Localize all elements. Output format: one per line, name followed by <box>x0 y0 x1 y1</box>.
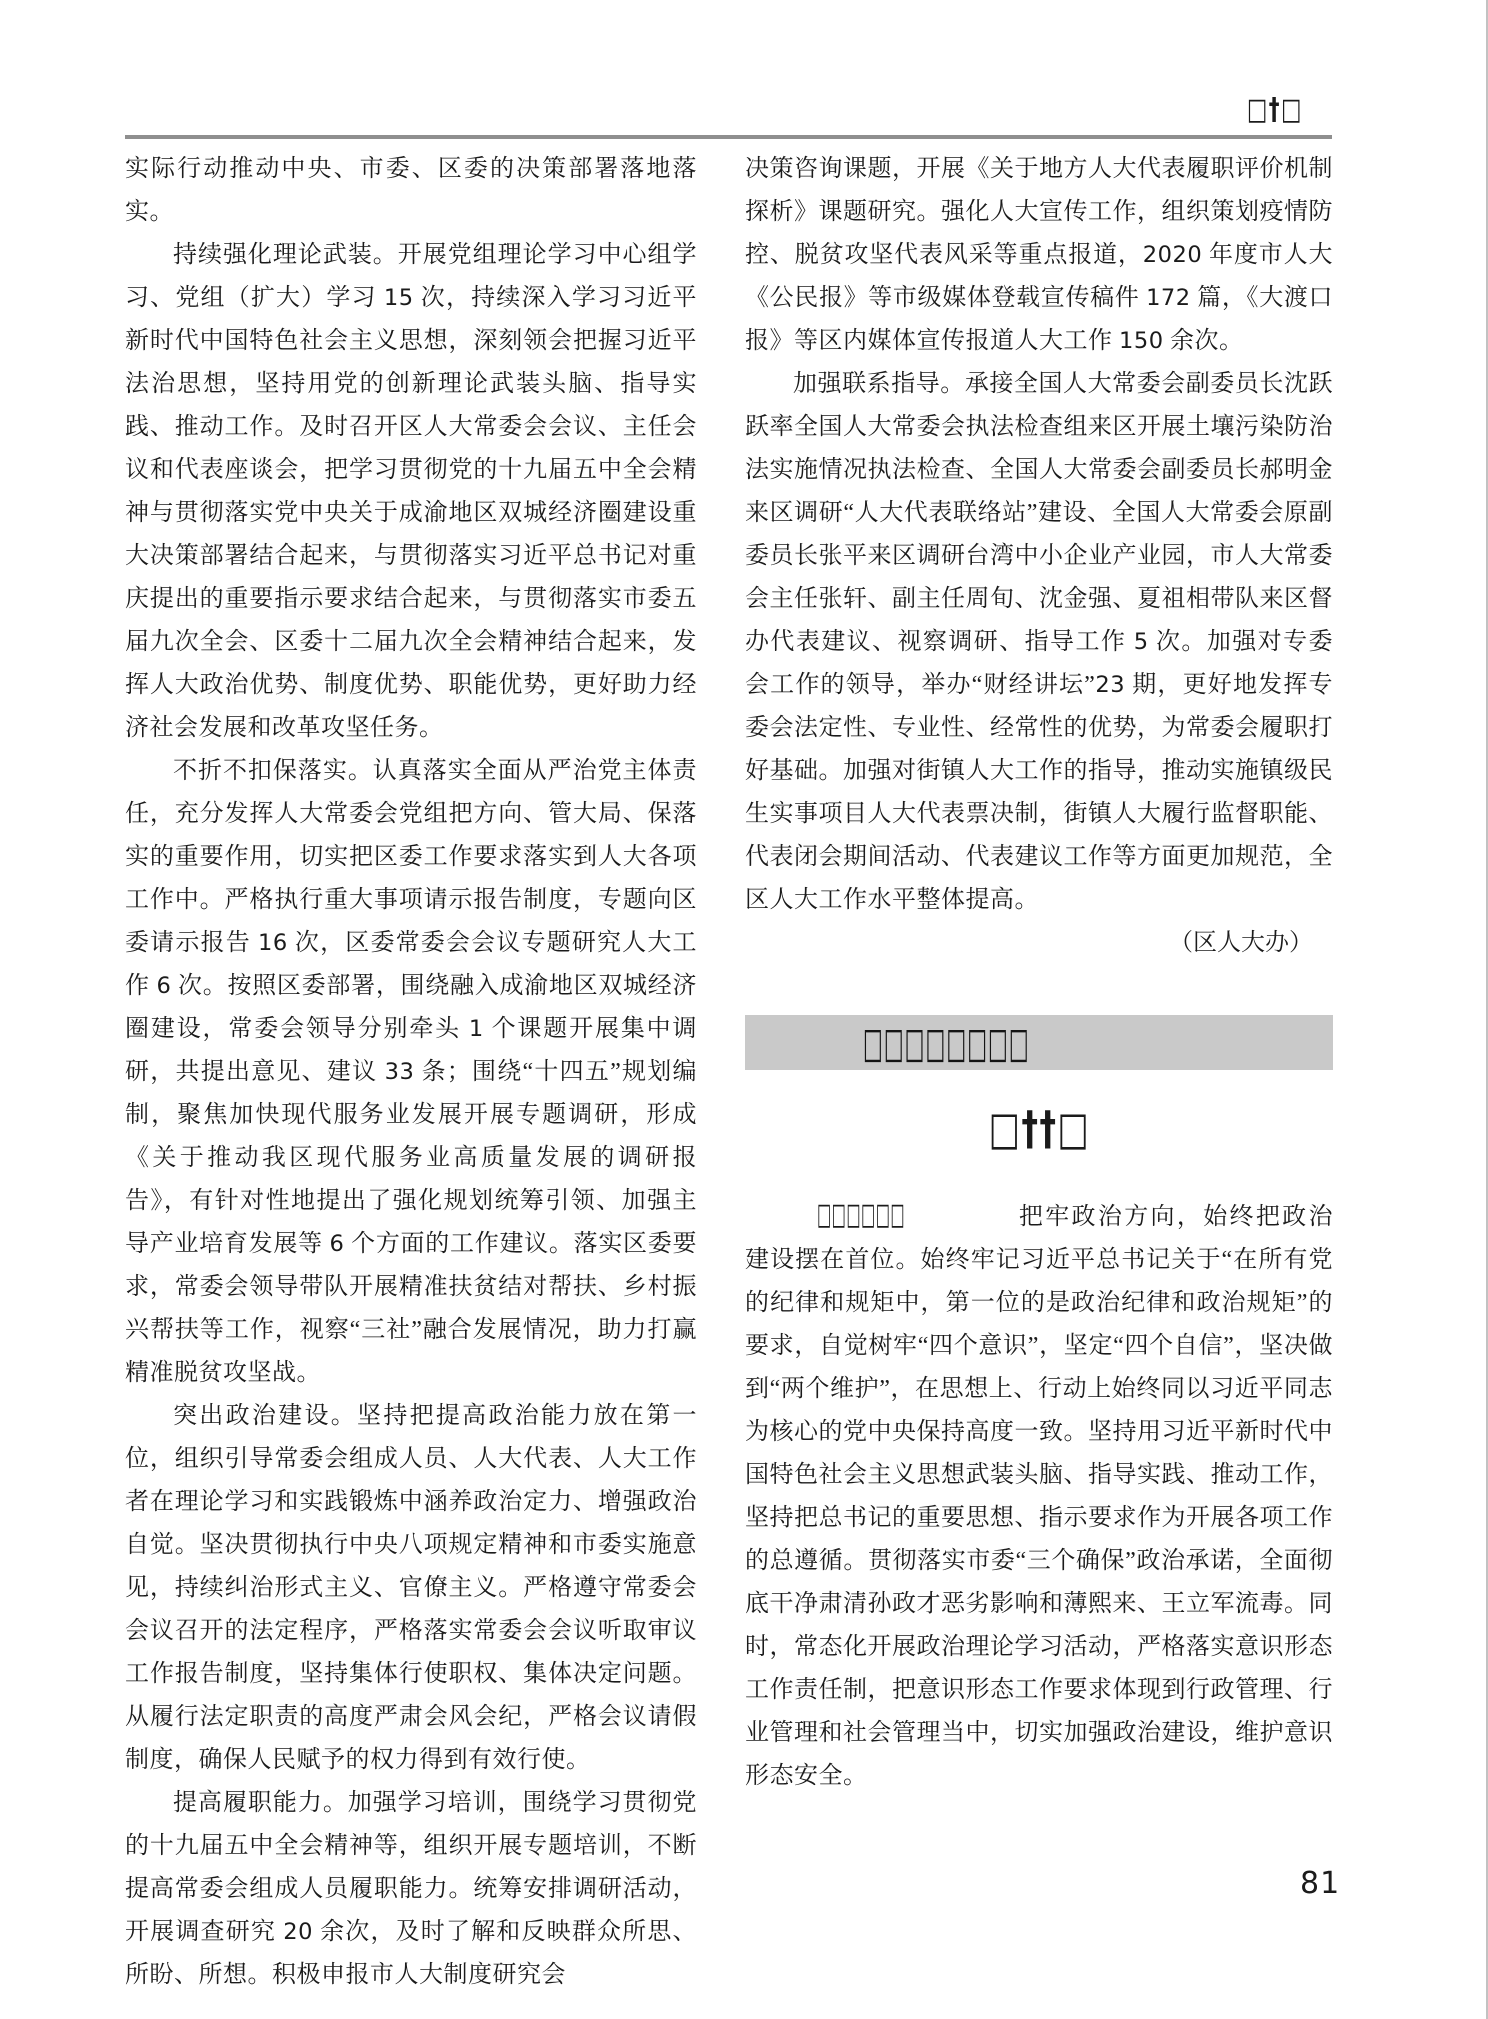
subsection-heading <box>745 1096 1333 1160</box>
header-divider-rule <box>125 135 1332 139</box>
paragraph: 不折不扣保落实。认真落实全面从严治党主体责任，充分发挥人大常委会党组把方向、管大局、保落实的重要作用，切实把区委工作要求落实到人大各项工作中。严格执行重大事项请示报告制度，专题向区委请示报告 16 次，区委常委会会议专题研究人大工作 6 次。按照区委部署，围绕融入成渝地区双城经济圈建设，常委会领导分别牵头 1 个课题开展集中调研，共提出意见、建议 33 条；围绕“十四五”规划编制，聚焦加快现代服务业发展开展专题调研，形成《关于推动我区现代服务业高质量发展的调研报告》，有针对性地提出了强化规划统筹引领、加强主导产业培育发展等 6 个方面的工作建议。落实区委要求，常委会领导带队开展精准扶贫结对帮扶、乡村振兴帮扶等工作，视察“三社”融合发展情况，助力打赢精准脱贫攻坚战。 <box>125 758 698 1386</box>
paragraph: 加强联系指导。承接全国人大常委会副委员长沈跃跃率全国人大常委会执法检查组来区开展土壤污染防治法实施情况执法检查、全国人大常委会副委员长郝明金来区调研“人大代表联络站”建设、全国人大常委会原副委员长张平来区调研台湾中小企业产业园，市人大常委会主任张轩、副主任周旬、沈金强、夏祖相带队来区督办代表建议、视察调研、指导工作 5 次。加强对专委会工作的领导，举办“财经讲坛”23 期，更好地发挥专委会法定性、专业性、经常性的优势，为常委会履职打好基础。加强对街镇人大工作的指导，推动实施镇级民生实事项目人大代表票决制，街镇人大履行监督职能、代表闭会期间活动、代表建议工作等方面更加规范，全区人大工作水平整体提高。 <box>745 371 1334 913</box>
overview-text: 把牢政治方向，始终把政治建设摆在首位。始终牢记习近平总书记关于“在所有党的纪律和规矩中，第一位的是政治纪律和政治规矩”的要求，自觉树牢“四个意识”，坚定“四个自信”，坚决做到“两个维护”，在思想上、行动上始终同以习近平同志为核心的党中央保持高度一致。坚持用习近平新时代中国特色社会主义思想武装头脑、指导实践、推动工作，坚持把总书记的重要思想、指示要求作为开展各项工作的总遵循。贯彻落实市委“三个确保”政治承诺，全面彻底干净肃清孙政才恶劣影响和薄熙来、王立军流毒。同时，常态化开展政治理论学习活动，严格落实意识形态工作责任制，把意识形态工作要求体现到行政管理、行业管理和社会管理当中，切实加强政治建设，维护意识形态安全。 <box>745 1204 1333 1789</box>
section-title-bar <box>745 1015 1333 1070</box>
paragraph-continuation: 决策咨询课题，开展《关于地方人大代表履职评价机制探析》课题研究。强化人大宣传工作，组织策划疫情防控、脱贫攻坚代表风采等重点报道，2020 年度市人大《公民报》等市级媒体登载宣传稿件 172 篇，《大渡口报》等区内媒体宣传报道人大工作 150 余次。 <box>745 156 1334 354</box>
overview-paragraph <box>745 1193 1333 1798</box>
header-missing-glyph-marker: □†□ <box>1247 92 1304 127</box>
overview-label-missing-glyphs: □□□□□□ <box>817 1197 906 1232</box>
paragraph-continuation: 实际行动推动中央、市委、区委的决策部署落地落实。 <box>125 156 697 225</box>
paragraph: 提高履职能力。加强学习培训，围绕学习贯彻党的十九届五中全会精神等，组织开展专题培训，不断提高常委会组成人员履职能力。统筹安排调研活动，开展调查研究 20 余次，及时了解和反映群众所思、所盼、所想。积极申报市人大制度研究会 <box>125 1790 698 1988</box>
right-column <box>745 148 1333 1798</box>
byline: （区人大办） <box>1169 930 1313 956</box>
paragraph: 突出政治建设。坚持把提高政治能力放在第一位，组织引导常委会组成人员、人大代表、人大工作者在理论学习和实践锻炼中涵养政治定力、增强政治自觉。坚决贯彻执行中央八项规定精神和市委实施意见，持续纠治形式主义、官僚主义。严格遵守常委会会议召开的法定程序，严格落实常委会会议听取审议工作报告制度，坚持集体行使职权、集体决定问题。从履行法定职责的高度严肃会风会纪，严格会议请假制度，确保人民赋予的权力得到有效行使。 <box>125 1403 697 1773</box>
section-title-missing-glyphs: □□□□□□□□ <box>863 1018 1030 1067</box>
page-number: 81 <box>1300 1866 1341 1901</box>
left-column <box>125 148 697 1997</box>
subsection-heading-missing-glyphs: □††□ <box>988 1101 1090 1155</box>
page-header <box>125 92 1332 127</box>
paragraph: 持续强化理论武装。开展党组理论学习中心组学习、党组（扩大）学习 15 次，持续深入学习习近平新时代中国特色社会主义思想，深刻领会把握习近平法治思想，坚持用党的创新理论武装头脑、指导实践、推动工作。及时召开区人大常委会会议、主任会议和代表座谈会，把学习贯彻党的十九届五中全会精神与贯彻落实党中央关于成渝地区双城经济圈建设重大决策部署结合起来，与贯彻落实习近平总书记对重庆提出的重要指示要求结合起来，与贯彻落实市委五届九次全会、区委十二届九次全会精神结合起来，发挥人大政治优势、制度优势、职能优势，更好助力经济社会发展和改革攻坚任务。 <box>125 242 698 741</box>
